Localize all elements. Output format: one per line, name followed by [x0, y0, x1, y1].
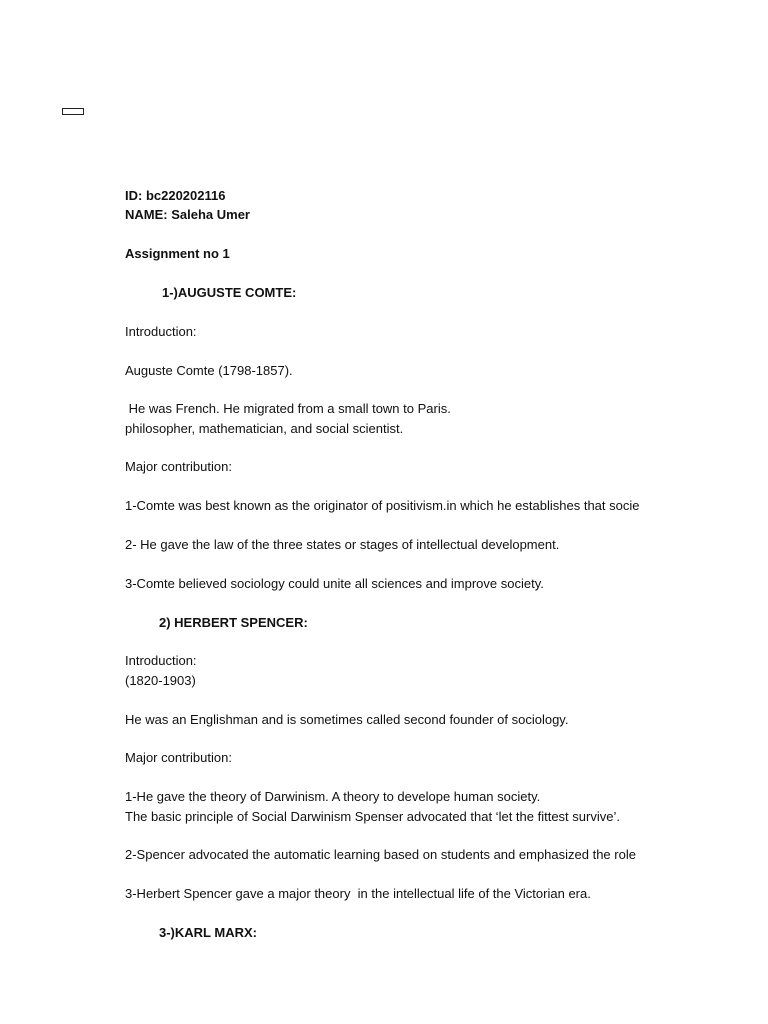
paragraph: Auguste Comte (1798-1857). [125, 362, 293, 378]
intro-label: Introduction: [125, 653, 197, 669]
paragraph: He was French. He migrated from a small town to Paris. [125, 401, 451, 417]
intro-label: Introduction: [125, 323, 197, 339]
paragraph: He was an Englishman and is sometimes called second founder of sociology. [125, 711, 569, 727]
assignment-title: Assignment no 1 [125, 246, 230, 262]
text-box-placeholder [62, 108, 84, 115]
paragraph: 1-Comte was best known as the originator of positivism.in which he establishes that socie [125, 498, 640, 514]
paragraph: 3-Herbert Spencer gave a major theory in the intellectual life of the Victorian era. [125, 886, 591, 902]
section-heading-marx: 3-)KARL MARX: [159, 924, 257, 940]
student-name: NAME: Saleha Umer [125, 207, 250, 223]
paragraph: The basic principle of Social Darwinism Spenser advocated that ‘let the fittest survive’. [125, 808, 620, 824]
section-heading-spencer: 2) HERBERT SPENCER: [159, 614, 308, 630]
paragraph: 2-Spencer advocated the automatic learning based on students and emphasized the role [125, 847, 636, 863]
contribution-label: Major contribution: [125, 459, 232, 475]
paragraph: 1-He gave the theory of Darwinism. A theory to develope human society. [125, 789, 541, 805]
document-body [125, 186, 669, 942]
paragraph: 3-Comte believed sociology could unite all sciences and improve society. [125, 575, 544, 591]
contribution-label: Major contribution: [125, 750, 232, 766]
paragraph: 2- He gave the law of the three states or stages of intellectual development. [125, 537, 560, 553]
paragraph: philosopher, mathematician, and social scientist. [125, 420, 404, 436]
section-heading-comte: 1-)AUGUSTE COMTE: [162, 284, 297, 300]
student-id: ID: bc220202116 [125, 188, 226, 203]
paragraph: (1820-1903) [125, 672, 196, 688]
